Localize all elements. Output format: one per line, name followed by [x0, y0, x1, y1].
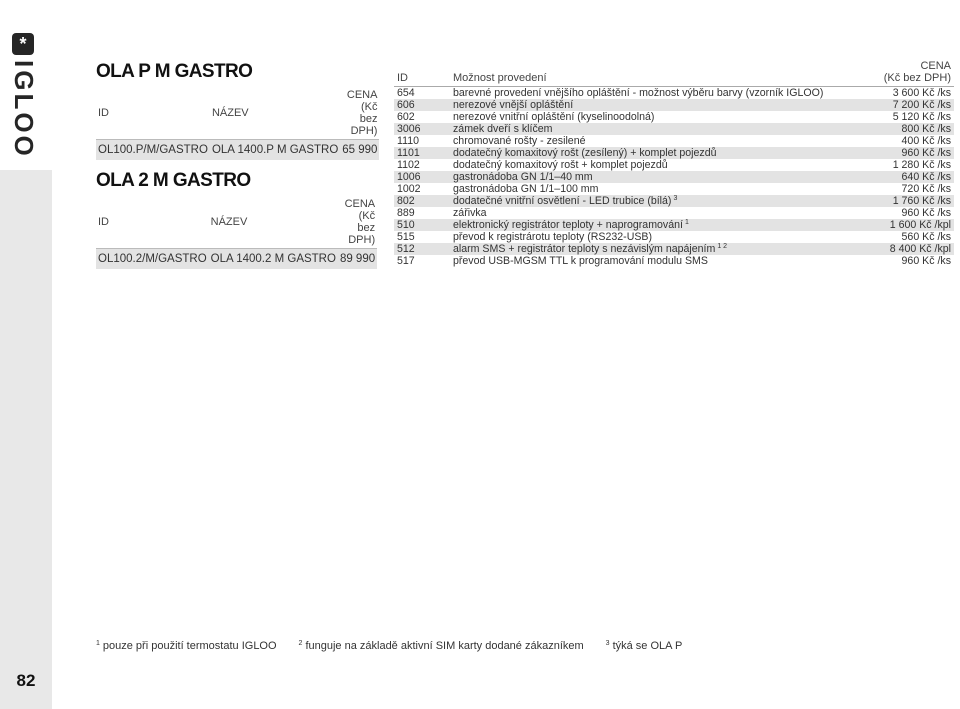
table-row: [394, 123, 954, 135]
price-header-line1: CENA: [920, 60, 951, 72]
table-row: [394, 231, 954, 243]
footnote-3: [606, 640, 683, 652]
table-header-row: [394, 58, 954, 87]
product-section-ola-2: [96, 168, 376, 269]
product-id: OL100.P/M/GASTRO: [96, 140, 210, 161]
footnote-reference: 1: [684, 219, 689, 226]
product-price: 65 990: [340, 140, 379, 161]
option-description: [450, 147, 868, 159]
section-title: OLA 2 M GASTRO: [96, 170, 251, 191]
brand-name: IGLOO: [9, 60, 39, 159]
table-row: [394, 195, 954, 207]
product-section-ola-p: [96, 59, 378, 160]
footnote-reference: 3: [673, 195, 678, 202]
product-price: 89 990: [338, 249, 377, 270]
option-price: 720 Kč /ks: [901, 183, 951, 195]
table-header-row: [96, 196, 377, 249]
option-description: [450, 195, 868, 207]
product-name: OLA 1400.P M GASTRO: [210, 140, 340, 161]
brand-strip: [0, 0, 52, 170]
option-id: 517: [397, 255, 415, 267]
option-id: 1101: [394, 147, 450, 159]
option-description-text: elektronický registrátor teploty + naprogramování: [453, 219, 683, 231]
option-price: 560 Kč /ks: [901, 231, 951, 243]
option-id: 512: [394, 243, 450, 255]
footnote-2: [299, 640, 584, 652]
footnote-mark: 1: [96, 640, 100, 647]
option-price: 1 760 Kč /ks: [868, 195, 954, 207]
options-table: [394, 58, 954, 267]
option-description: [450, 171, 868, 183]
option-price: 960 Kč /ks: [868, 147, 954, 159]
option-price: 8 400 Kč /kpl: [868, 243, 954, 255]
table-row: [394, 255, 954, 267]
option-description-text: dodatečné vnitřní osvětlení - LED trubice (bílá): [453, 195, 672, 207]
column-header-price: CENA (Kč bez DPH): [340, 87, 379, 140]
column-header-id: ID: [394, 58, 450, 87]
product-name: OLA 1400.2 M GASTRO: [209, 249, 338, 270]
table-row: [96, 140, 379, 161]
option-description-text: barevné provedení vnějšího opláštění - možnost výběru barvy (vzorník IGLOO): [453, 87, 824, 99]
option-description-text: převod k registrárotu teploty (RS232-USB): [453, 231, 653, 243]
table-row: [394, 243, 954, 255]
option-price: 960 Kč /ks: [901, 207, 951, 219]
option-price: 1 600 Kč /kpl: [868, 219, 954, 231]
option-id: 1110: [397, 135, 419, 147]
option-price: 7 200 Kč /ks: [868, 99, 954, 111]
column-header-name: NÁZEV: [209, 196, 338, 249]
option-description: [450, 183, 868, 195]
option-description: [450, 255, 868, 267]
column-header-price: [868, 58, 954, 87]
price-header-line2: (Kč bez DPH): [883, 72, 951, 84]
options-table-body: [394, 87, 954, 268]
table-row: [394, 87, 954, 100]
section-title: OLA P M GASTRO: [96, 61, 253, 82]
option-description: [450, 231, 868, 243]
table-row: [394, 111, 954, 123]
footnote-text: funguje na základě aktivní SIM karty dodané zákazníkem: [305, 640, 584, 652]
option-id: 1102: [397, 159, 420, 171]
footnote-reference: 1 2: [717, 243, 728, 250]
product-table: [96, 87, 379, 160]
option-price: 800 Kč /ks: [868, 123, 954, 135]
page-number: 82: [16, 671, 36, 690]
option-id: 3006: [394, 123, 450, 135]
column-header-price: CENA (Kč bez DPH): [338, 196, 377, 249]
option-id: 515: [397, 231, 415, 243]
option-description: [450, 123, 868, 135]
option-description-text: chromované rošty - zesilené: [453, 135, 586, 147]
column-header-id: ID: [96, 196, 209, 249]
option-description: [450, 111, 868, 123]
option-description-text: dodatečný komaxitový rošt + komplet pojezdů: [453, 159, 668, 171]
sidebar: [0, 0, 52, 709]
igloo-logo-icon: *: [12, 33, 34, 55]
footnote-mark: 2: [298, 640, 303, 647]
footnote-1: [96, 640, 277, 652]
option-price: 960 Kč /ks: [901, 255, 951, 267]
column-header-option: Možnost provedení: [450, 58, 868, 87]
option-id: 802: [394, 195, 450, 207]
table-row: [394, 183, 954, 195]
option-id: 510: [394, 219, 450, 231]
option-description-text: gastronádoba GN 1/1–100 mm: [453, 183, 599, 195]
table-header-row: [96, 87, 379, 140]
option-description-text: alarm SMS + registrátor teploty s nezávislým napájením: [453, 243, 716, 255]
option-id: 654: [397, 87, 415, 99]
table-row: [96, 249, 377, 270]
footnote-text: pouze při použití termostatu IGLOO: [102, 640, 277, 652]
option-description-text: zářivka: [453, 207, 487, 219]
option-price: 3 600 Kč /ks: [892, 87, 951, 99]
option-description-text: nerezové vnitřní opláštění (kyselinoodolná): [453, 111, 655, 123]
option-description-text: gastronádoba GN 1/1–40 mm: [453, 171, 593, 183]
table-row: [394, 219, 954, 231]
option-description-text: dodatečný komaxitový rošt (zesílený) + komplet pojezdů: [453, 147, 717, 159]
option-description: [450, 207, 868, 219]
footnote-mark: 3: [605, 640, 610, 647]
option-description-text: zámek dveří s klíčem: [453, 123, 553, 135]
option-price: 1 280 Kč /ks: [892, 159, 951, 171]
option-description: [450, 87, 868, 100]
footnote-text: týká se OLA P: [612, 640, 683, 652]
option-price: 5 120 Kč /ks: [892, 111, 951, 123]
option-description: [450, 243, 868, 255]
option-description: [450, 135, 868, 147]
option-price: 640 Kč /ks: [868, 171, 954, 183]
column-header-id: ID: [96, 87, 210, 140]
column-header-name: NÁZEV: [210, 87, 340, 140]
product-table: [96, 196, 377, 269]
option-id: 1002: [397, 183, 421, 195]
option-price: 400 Kč /ks: [901, 135, 951, 147]
option-description: [450, 99, 868, 111]
table-row: [394, 99, 954, 111]
product-id: OL100.2/M/GASTRO: [96, 249, 209, 270]
option-description: [450, 219, 868, 231]
table-row: [394, 171, 954, 183]
option-id: 1006: [394, 171, 450, 183]
table-row: [394, 159, 954, 171]
option-id: 606: [394, 99, 450, 111]
footnotes: [96, 640, 682, 652]
table-row: [394, 147, 954, 159]
option-description-text: převod USB-MGSM TTL k programování modulu SMS: [453, 255, 708, 267]
option-id: 602: [397, 111, 415, 123]
table-row: [394, 135, 954, 147]
option-id: 889: [397, 207, 415, 219]
option-description-text: nerezové vnější opláštění: [453, 99, 574, 111]
option-description: [450, 159, 868, 171]
table-row: [394, 207, 954, 219]
